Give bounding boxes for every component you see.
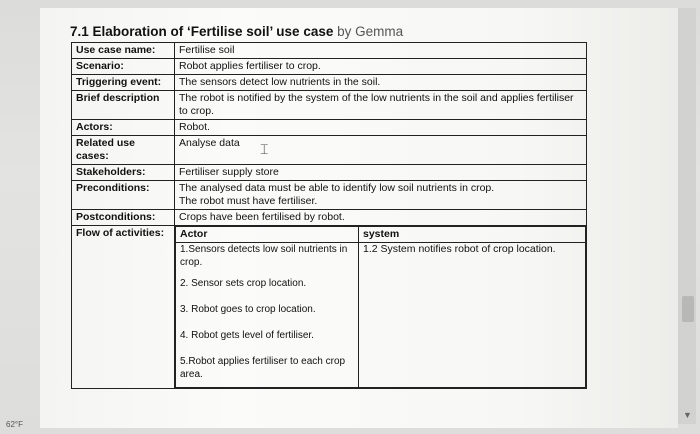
row-postconditions [72, 210, 587, 226]
flow-actor-header: Actor [176, 227, 359, 243]
document-title [70, 24, 403, 39]
label-postconditions: Postconditions: [72, 210, 175, 226]
label-actors: Actors: [72, 120, 175, 136]
row-scenario [72, 59, 587, 75]
row-brief-description [72, 91, 587, 120]
actor-step-2[interactable]: 2. Sensor sets crop location. [180, 278, 307, 289]
taskbar-temperature: 62°F [6, 420, 23, 429]
actor-step-3[interactable]: 3. Robot goes to crop location. [180, 304, 316, 315]
label-use-case-name: Use case name: [72, 43, 175, 59]
value-stakeholders[interactable]: Fertiliser supply store [175, 165, 587, 181]
actor-step-1[interactable]: 1.Sensors detects low soil nutrients in crop. [180, 244, 348, 268]
row-use-case-name [72, 43, 587, 59]
label-triggering-event: Triggering event: [72, 75, 175, 91]
flow-table [175, 226, 586, 388]
label-related-use-cases: Related use cases: [72, 136, 175, 165]
actor-step-4[interactable]: 4. Robot gets level of fertiliser. [180, 330, 314, 341]
chevron-down-icon[interactable]: ▼ [683, 410, 692, 420]
label-brief-description: Brief description [72, 91, 175, 120]
flow-system-steps [359, 243, 586, 388]
actor-step-5[interactable]: 5.Robot applies fertiliser to each crop area. [180, 356, 346, 380]
precondition-line-1: The analysed data must be able to identify low soil nutrients in crop. [179, 182, 495, 194]
label-stakeholders: Stakeholders: [72, 165, 175, 181]
text-cursor-icon: ⌶ [260, 141, 269, 157]
scrollbar-thumb[interactable] [682, 296, 694, 322]
flow-cell [175, 226, 587, 389]
value-scenario[interactable]: Robot applies fertiliser to crop. [175, 59, 587, 75]
row-flow-of-activities [72, 226, 587, 389]
flow-actor-steps [176, 243, 359, 388]
precondition-line-2: The robot must have fertiliser. [179, 195, 318, 207]
value-use-case-name[interactable]: Fertilise soil [175, 43, 587, 59]
row-preconditions [72, 181, 587, 210]
label-flow-of-activities: Flow of activities: [72, 226, 175, 389]
row-triggering-event [72, 75, 587, 91]
value-postconditions[interactable]: Crops have been fertilised by robot. [175, 210, 587, 226]
value-actors[interactable]: Robot. [175, 120, 587, 136]
label-preconditions: Preconditions: [72, 181, 175, 210]
scrollbar[interactable] [678, 8, 696, 424]
use-case-table [71, 42, 587, 389]
value-related-use-cases[interactable]: Analyse data [175, 136, 587, 165]
value-brief-description[interactable]: The robot is notified by the system of the low nutrients in the soil and applies fertiliser to crop. [175, 91, 587, 120]
value-preconditions[interactable] [175, 181, 587, 210]
row-stakeholders [72, 165, 587, 181]
title-author: by Gemma [337, 24, 404, 39]
value-triggering-event[interactable]: The sensors detect low nutrients in the soil. [175, 75, 587, 91]
system-step-1[interactable]: 1.2 System notifies robot of crop location. [363, 243, 556, 255]
row-actors [72, 120, 587, 136]
flow-system-header: system [359, 227, 586, 243]
row-related-use-cases [72, 136, 587, 165]
label-scenario: Scenario: [72, 59, 175, 75]
title-main: 7.1 Elaboration of ‘Fertilise soil’ use case [70, 24, 334, 39]
